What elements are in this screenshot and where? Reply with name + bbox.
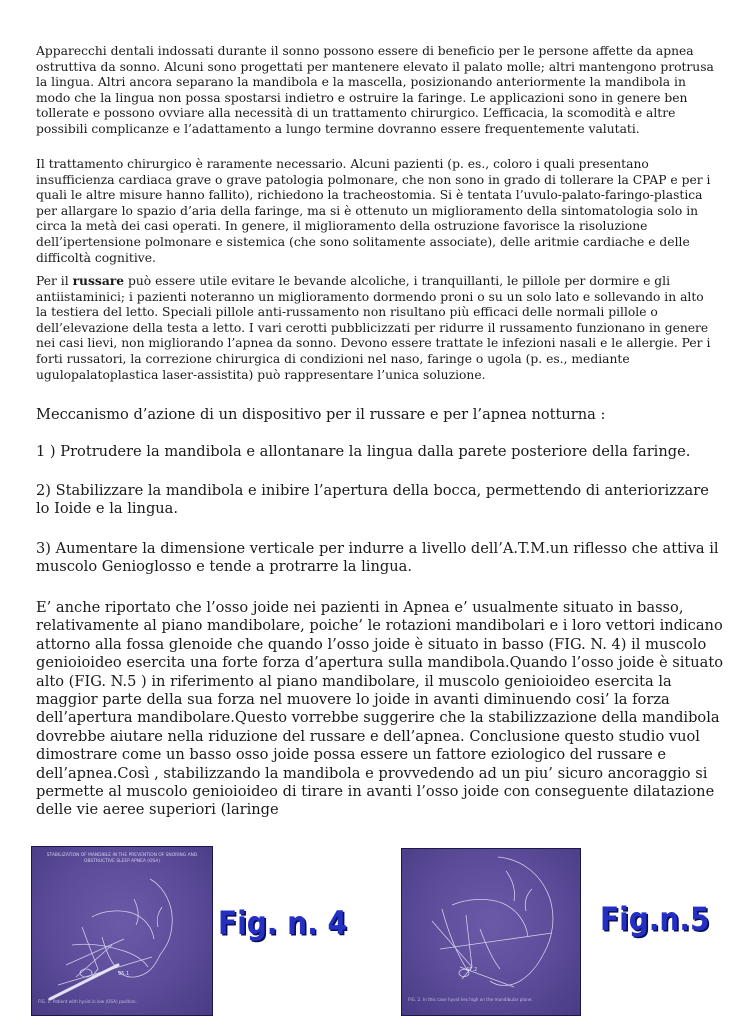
figure-4-cephalogram	[31, 846, 213, 1016]
figure-5-cephalogram	[401, 848, 581, 1016]
figure-5-marker: 47.2	[466, 967, 478, 973]
figure-5-label: Fig.n.5	[600, 900, 710, 938]
paragraph-snoring: Per il russare può essere utile evitare le bevande alcoliche, i tranquillanti, le pillole per dormire e gli antiistaminici; i pazienti noteranno un miglioramento dormendo proni o su un solo lato e sollevando in alto la testiera del letto. Speciali pillole anti-russamento non risultano più efficaci delle normali pillole o dell’elevazione della testa a letto. I vari cerotti pubblicizzati per ridurre il russamento funzionano in genere nei casi lievi, non migliorando l’apnea da sonno. Devono essere trattate le infezioni nasali e le allergie. Per i forti russatori, la correzione chirurgica di condizioni nel naso, faringe o ugola (p. es., mediante ugulopalatoplastica laser-assistita) può rappresentare l’unica soluzione.	[36, 273, 711, 382]
figure-4-label: Fig. n. 4	[218, 904, 347, 942]
cephalogram-tracing-fig5	[402, 849, 580, 1015]
paragraph-oral-appliances: Apparecchi dentali indossati durante il sonno possono essere di beneficio per le persone affette da apnea ostruttiva da sonno. Alcuni sono progettati per mantenere elevato il palato molle; altri mantengono protrusa la lingua. Altri ancora separano la mandibola e la mascella, posizionando anteriormente la mandibola in modo che la lingua non possa spostarsi indietro e ostruire la faringe. Le applicazioni sono in genere ben tollerate e possono ovviare alla necessità di un trattamento chirurgico. L’efficacia, la scomodità e altre possibili complicanze e l’adattamento a lungo termine dovranno essere frequentemente valutati.	[36, 44, 714, 136]
bold-term-russare: russare	[72, 273, 125, 288]
figure-4-title: STABILIZATION OF MANDIBLE IN THE PREVENTION OF SNORING AND OBSTRUCTIVE SLEEP APNEA (OSA)	[46, 853, 198, 864]
mechanism-item-1: 1 ) Protrudere la mandibola e allontanare la lingua dalla parete posteriore della faringe.	[36, 443, 691, 460]
cephalogram-tracing-fig4	[32, 847, 212, 1015]
mechanism-item-2: 2) Stabilizzare la mandibola e inibire l’apertura della bocca, permettendo di anteriorizzare lo Ioide e la lingua.	[36, 482, 709, 518]
figure-5-caption: FIG. 2. In this case hyoid lies high on the mandibular plane.	[408, 997, 533, 1002]
mechanism-heading: Meccanismo d’azione di un dispositivo per il russare e per l’apnea notturna :	[36, 406, 606, 423]
paragraph-surgical-treatment: Il trattamento chirurgico è raramente necessario. Alcuni pazienti (p. es., coloro i quali presentano insufficienza cardiaca grave o grave patologia polmonare, che non sono in grado di tollerare la CPAP e per i quali le altre misure hanno fallito), richiedono la tracheostomia. Si è tentata l’uvulo-palato-faringo-plastica per allargare lo spazio d’aria della faringe, ma si è ottenuto un miglioramento della sintomatologia solo in circa la metà dei casi operati. In genere, il miglioramento della ostruzione favorisce la risoluzione dell’ipertensione polmonare e sistemica (che sono solitamente associate), delle aritmie cardiache e delle difficoltà cognitive.	[36, 157, 711, 265]
paragraph-hyoid-study: E’ anche riportato che l’osso joide nei pazienti in Apnea e’ usualmente situato in basso, relativamente al piano mandibolare, poiche’ le rotazioni mandibolari e i loro vettori indicano attorno alla fossa glenoide che quando l’osso joide è situato in basso (FIG. N. 4) il muscolo genioioideo esercita una forte forza d’apertura sulla mandibola.Quando l’osso joide è situato alto (FIG. N.5 ) in riferimento al piano mandibolare, il muscolo genioioideo esercita la maggior parte della sua forza nel muovere lo joide in avanti diminuendo cosi’ la forza dell’apertura mandibolare.Questo vorrebbe suggerire che la stabilizzazione della mandibola dovrebbe aiutare nella riduzione del russare e dell’apnea. Conclusione questo studio vuol dimostrare come un basso osso joide possa essere un fattore eziologico del russare e dell’apnea.Così , stabilizzando la mandibola e provvedendo ad un piu’ sicuro ancoraggio si permette al muscolo genioioideo di tirare in avanti l’osso joide con conseguente dilatazione delle vie aeree superiori (laringe	[36, 599, 724, 819]
mechanism-item-3: 3) Aumentare la dimensione verticale per indurre a livello dell’A.T.M.un riflesso che attiva il muscolo Genioglosso e tende a protrarre la lingua.	[36, 540, 719, 576]
figure-4-caption: FIG. 1. Patient with hyoid in low (OSA) position.	[38, 999, 137, 1004]
figure-4-marker: 95.1	[118, 971, 130, 977]
